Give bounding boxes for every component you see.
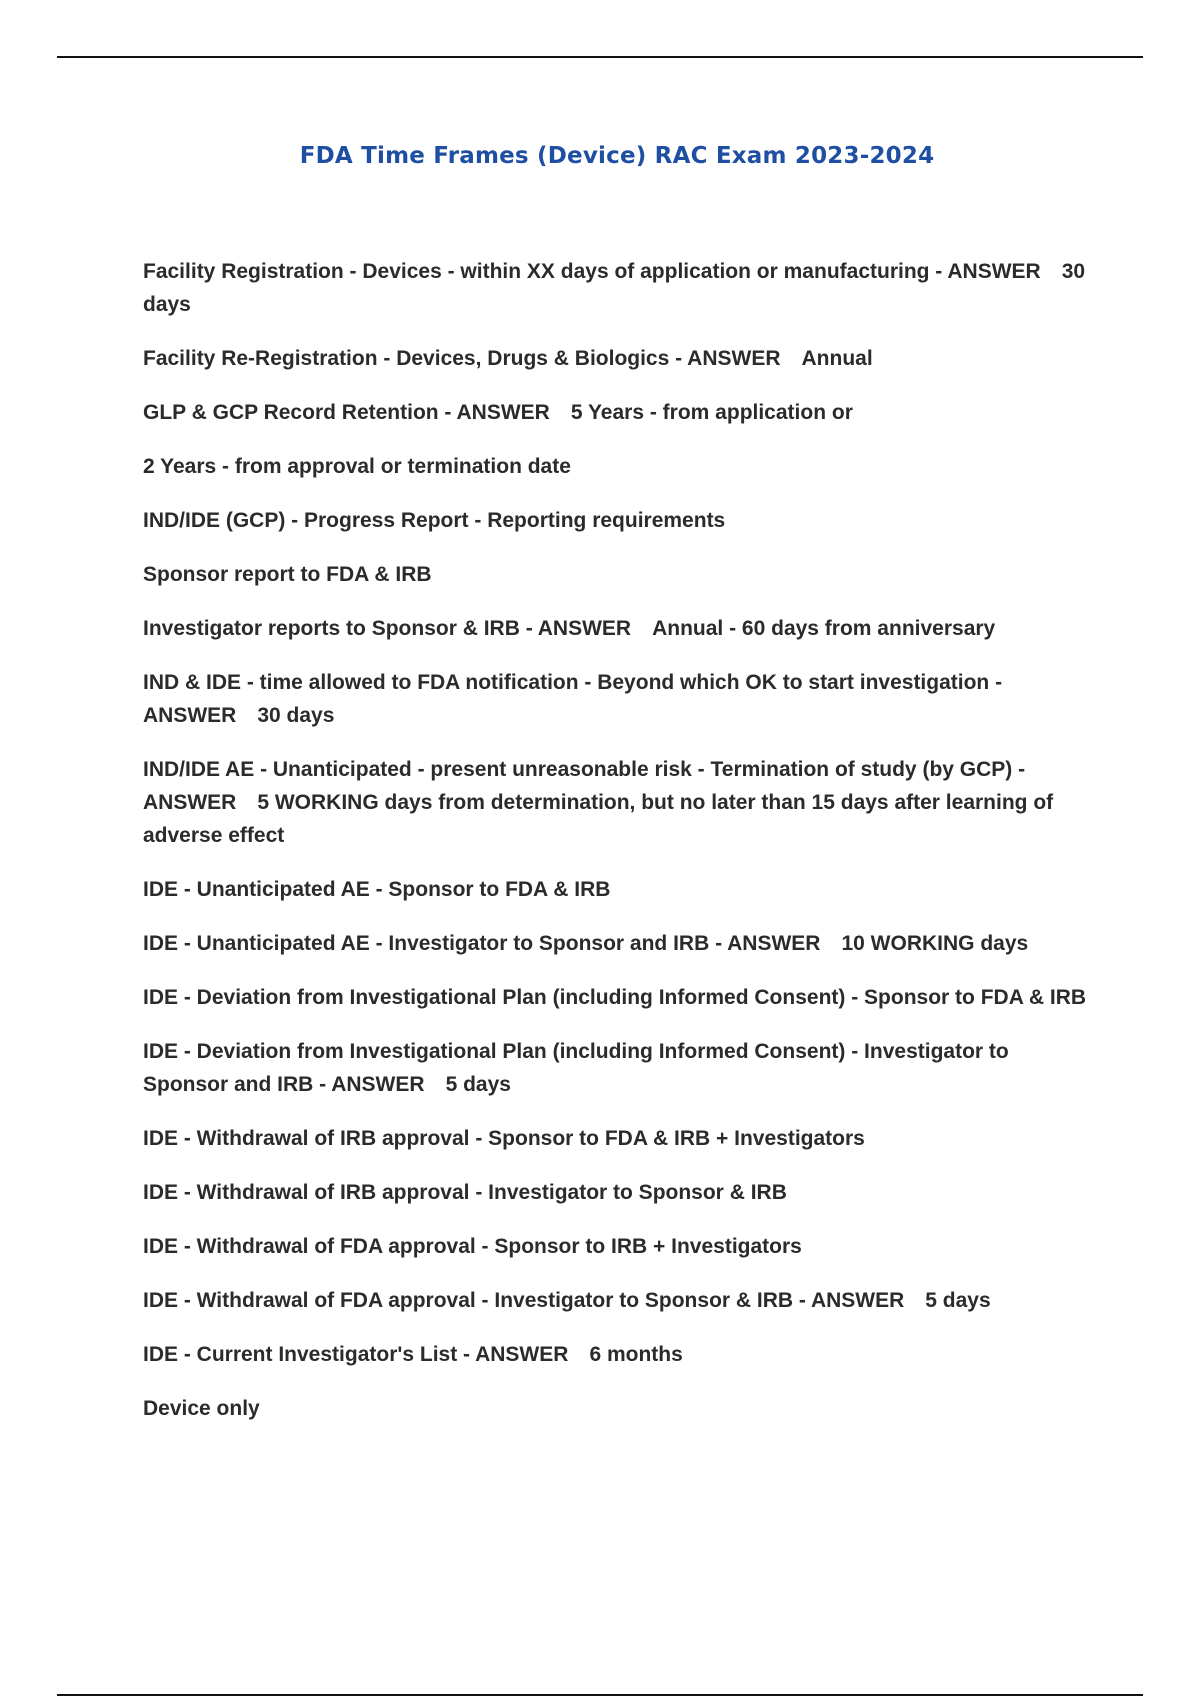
entry-question: Sponsor report to FDA & IRB <box>143 563 432 586</box>
entry-ae-termination <box>143 753 1093 852</box>
entry-progress-report <box>143 504 1093 537</box>
entry-question: Investigator reports to Sponsor & IRB - ANSWER <box>143 617 632 640</box>
entry-answer: 5 Years - from application or <box>570 401 853 424</box>
entry-question: IDE - Deviation from Investigational Plan (including Informed Consent) - Investigator to Sponsor and IRB - ANSWER <box>143 1040 1009 1096</box>
entry-irb-withdrawal-investigator <box>143 1176 1093 1209</box>
entry-investigator-list <box>143 1338 1093 1371</box>
entry-record-retention-cont <box>143 450 1093 483</box>
bottom-divider <box>57 1694 1143 1696</box>
entry-record-retention <box>143 396 1093 429</box>
document-title: FDA Time Frames (Device) RAC Exam 2023-2024 <box>299 143 935 169</box>
entry-question: Facility Registration - Devices - within XX days of application or manufacturing - ANSWER <box>143 260 1041 283</box>
entry-facility-registration <box>143 255 1093 321</box>
entry-deviation-investigator <box>143 1035 1093 1101</box>
entry-answer: 5 days <box>445 1073 511 1096</box>
entry-question: IND & IDE - time allowed to FDA notification - Beyond which OK to start investigation - ANSWER <box>143 671 1003 727</box>
entry-investigator-reports <box>143 612 1093 645</box>
entry-answer: 30 days <box>257 704 335 727</box>
entry-question: IDE - Withdrawal of FDA approval - Sponsor to IRB + Investigators <box>143 1235 802 1258</box>
entries-list <box>143 255 1093 1446</box>
entry-question: IDE - Withdrawal of IRB approval - Investigator to Sponsor & IRB <box>143 1181 787 1204</box>
entry-sponsor-report <box>143 558 1093 591</box>
entry-answer: Annual <box>801 347 873 370</box>
top-divider <box>57 56 1143 58</box>
entry-question: IDE - Unanticipated AE - Investigator to Sponsor and IRB - ANSWER <box>143 932 821 955</box>
entry-irb-withdrawal-sponsor <box>143 1122 1093 1155</box>
entry-fda-withdrawal-sponsor <box>143 1230 1093 1263</box>
entry-question: IDE - Current Investigator's List - ANSWER <box>143 1343 569 1366</box>
entry-answer: 5 days <box>925 1289 991 1312</box>
entry-fda-notification <box>143 666 1093 732</box>
entry-question: IDE - Unanticipated AE - Sponsor to FDA & IRB <box>143 878 611 901</box>
entry-answer: 30 days <box>143 260 1086 316</box>
entry-question: Facility Re-Registration - Devices, Drugs & Biologics - ANSWER <box>143 347 781 370</box>
entry-question: IND/IDE AE - Unanticipated - present unreasonable risk - Termination of study (by GCP) - ANSWER <box>143 758 1026 814</box>
entry-device-only <box>143 1392 1093 1425</box>
entry-question: IDE - Withdrawal of FDA approval - Investigator to Sponsor & IRB - ANSWER <box>143 1289 905 1312</box>
entry-answer: 5 WORKING days from determination, but no later than 15 days after learning of adverse effect <box>143 791 1054 847</box>
entry-fda-withdrawal-investigator <box>143 1284 1093 1317</box>
entry-answer: 6 months <box>589 1343 683 1366</box>
entry-question: 2 Years - from approval or termination date <box>143 455 571 478</box>
entry-ae-sponsor <box>143 873 1093 906</box>
entry-question: GLP & GCP Record Retention - ANSWER <box>143 401 550 424</box>
entry-answer: Annual - 60 days from anniversary <box>652 617 996 640</box>
entry-deviation-sponsor <box>143 981 1093 1014</box>
entry-answer: 10 WORKING days <box>841 932 1029 955</box>
entry-ae-investigator <box>143 927 1093 960</box>
entry-question: IDE - Withdrawal of IRB approval - Sponsor to FDA & IRB + Investigators <box>143 1127 865 1150</box>
entry-facility-re-registration <box>143 342 1093 375</box>
entry-question: Device only <box>143 1397 260 1420</box>
entry-question: IND/IDE (GCP) - Progress Report - Reporting requirements <box>143 509 726 532</box>
entry-question: IDE - Deviation from Investigational Plan (including Informed Consent) - Sponsor to FDA & IRB <box>143 986 1087 1009</box>
